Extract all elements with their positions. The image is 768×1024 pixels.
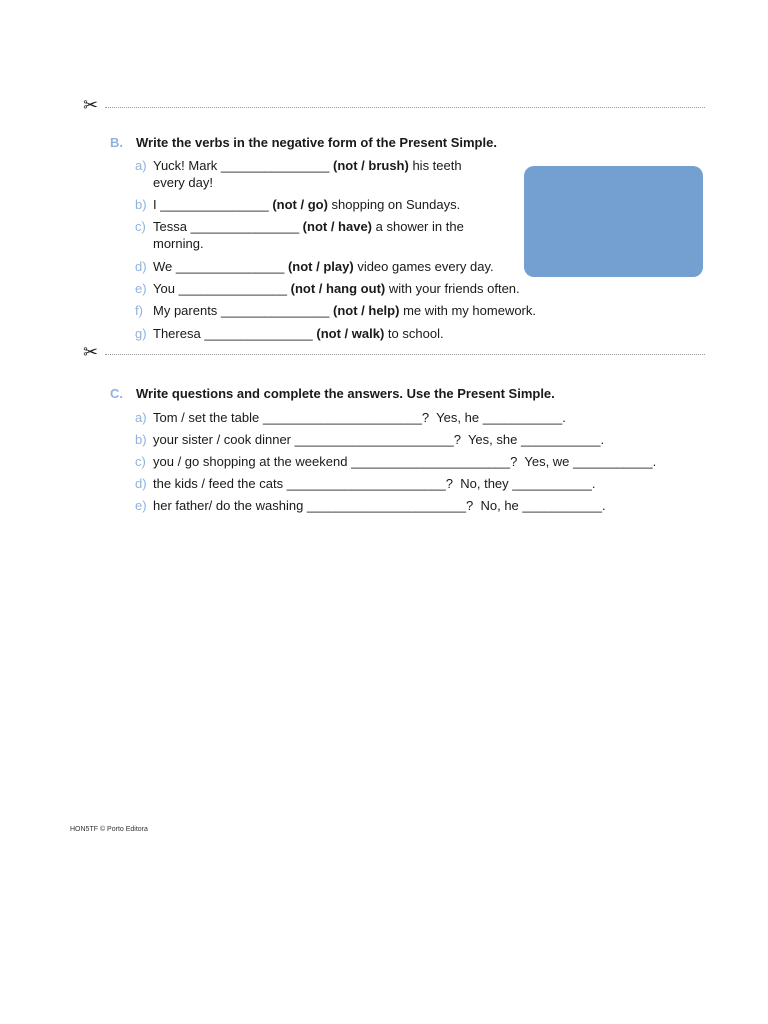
scissors-icon: ✂ bbox=[83, 342, 99, 363]
cut-line-top bbox=[83, 95, 705, 116]
item-marker: b) bbox=[135, 197, 147, 212]
answer-blank[interactable]: ___________ bbox=[520, 432, 601, 447]
blue-decorative-box bbox=[524, 166, 703, 277]
answer-start: Yes, she bbox=[467, 432, 518, 447]
answer-start: Yes, we bbox=[524, 454, 570, 469]
question-mark: ? bbox=[453, 432, 461, 447]
dotted-cut-line bbox=[105, 354, 705, 355]
exercise-c-item-d bbox=[135, 475, 595, 492]
verb-hint: (not / go) bbox=[272, 197, 328, 212]
item-text-after: with your friends often. bbox=[388, 281, 520, 296]
item-text-before: We bbox=[153, 259, 173, 274]
question-prompt: you / go shopping at the weekend bbox=[153, 454, 348, 469]
answer-blank[interactable]: _______________ bbox=[175, 259, 285, 274]
question-mark: ? bbox=[466, 498, 474, 513]
item-marker: e) bbox=[135, 281, 147, 296]
exercise-b-item-c bbox=[135, 218, 464, 252]
item-marker: d) bbox=[135, 476, 147, 491]
verb-hint: (not / have) bbox=[302, 219, 373, 234]
answer-blank[interactable]: _______________ bbox=[160, 197, 269, 212]
answer-blank[interactable]: ___________ bbox=[482, 410, 563, 425]
item-text-after: video games every day. bbox=[357, 259, 494, 274]
item-marker: f) bbox=[135, 303, 143, 318]
answer-end: . bbox=[562, 410, 566, 425]
exercise-b-item-e bbox=[135, 280, 520, 297]
question-prompt: the kids / feed the cats bbox=[153, 476, 284, 491]
exercise-c-item-b bbox=[135, 431, 604, 448]
section-b-instruction: Write the verbs in the negative form of the Present Simple. bbox=[136, 135, 497, 150]
verb-hint: (not / help) bbox=[333, 303, 400, 318]
answer-end: . bbox=[591, 476, 596, 491]
question-mark: ? bbox=[445, 476, 453, 491]
answer-blank[interactable]: ___________ bbox=[522, 498, 602, 513]
answer-start: Yes, he bbox=[436, 410, 480, 425]
item-text-before: Yuck! Mark bbox=[153, 158, 218, 173]
section-c-instruction: Write questions and complete the answers. Use the Present Simple. bbox=[136, 386, 555, 401]
exercise-b-item-b bbox=[135, 196, 460, 213]
question-mark: ? bbox=[510, 454, 518, 469]
section-c-letter: C. bbox=[110, 386, 123, 401]
item-marker: b) bbox=[135, 432, 147, 447]
question-blank[interactable]: ______________________ bbox=[351, 454, 511, 469]
item-marker: e) bbox=[135, 498, 147, 513]
question-blank[interactable]: ______________________ bbox=[294, 432, 454, 447]
answer-blank[interactable]: _______________ bbox=[190, 219, 300, 234]
item-text-continuation: every day! bbox=[153, 175, 213, 190]
item-text-before: I bbox=[153, 197, 157, 212]
exercise-b-item-a bbox=[135, 157, 462, 191]
exercise-b-item-g bbox=[135, 325, 444, 342]
section-c-heading bbox=[110, 386, 555, 401]
verb-hint: (not / walk) bbox=[316, 326, 385, 341]
section-b-heading bbox=[110, 135, 497, 150]
answer-blank[interactable]: ___________ bbox=[512, 476, 592, 491]
exercise-b-item-d bbox=[135, 258, 494, 275]
answer-blank[interactable]: ___________ bbox=[573, 454, 653, 469]
item-text-before: Theresa bbox=[153, 326, 201, 341]
question-prompt: your sister / cook dinner bbox=[153, 432, 292, 447]
dotted-cut-line bbox=[105, 107, 705, 108]
cut-line-middle bbox=[83, 342, 705, 363]
verb-hint: (not / play) bbox=[287, 259, 354, 274]
verb-hint: (not / hang out) bbox=[290, 281, 386, 296]
exercise-c-item-a bbox=[135, 409, 566, 426]
question-blank[interactable]: ______________________ bbox=[286, 476, 446, 491]
answer-blank[interactable]: _______________ bbox=[220, 158, 330, 173]
question-blank[interactable]: ______________________ bbox=[262, 410, 422, 425]
answer-blank[interactable]: _______________ bbox=[220, 303, 330, 318]
answer-end: . bbox=[652, 454, 657, 469]
exercise-c-item-e bbox=[135, 497, 606, 514]
item-text-before: Tessa bbox=[153, 219, 187, 234]
item-text-after: to school. bbox=[387, 326, 444, 341]
section-b-letter: B. bbox=[110, 135, 123, 150]
item-text-after: shopping on Sundays. bbox=[331, 197, 461, 212]
footer-copyright: HON5TF © Porto Editora bbox=[70, 826, 148, 833]
exercise-b-item-f bbox=[135, 302, 536, 319]
item-text-after: a shower in the bbox=[375, 219, 464, 234]
exercise-c-item-c bbox=[135, 453, 656, 470]
question-prompt: her father/ do the washing bbox=[153, 498, 304, 513]
scissors-icon: ✂ bbox=[83, 95, 99, 116]
question-mark: ? bbox=[421, 410, 430, 425]
item-text-before: You bbox=[153, 281, 175, 296]
answer-start: No, he bbox=[480, 498, 519, 513]
question-blank[interactable]: ______________________ bbox=[306, 498, 467, 513]
item-marker: a) bbox=[135, 410, 147, 425]
question-prompt: Tom / set the table bbox=[153, 410, 260, 425]
item-marker: c) bbox=[135, 219, 146, 234]
item-marker: d) bbox=[135, 259, 147, 274]
verb-hint: (not / brush) bbox=[333, 158, 409, 173]
answer-start: No, they bbox=[460, 476, 509, 491]
item-text-after: his teeth bbox=[412, 158, 462, 173]
answer-end: . bbox=[601, 498, 606, 513]
item-marker: c) bbox=[135, 454, 146, 469]
answer-blank[interactable]: _______________ bbox=[178, 281, 288, 296]
item-marker: a) bbox=[135, 158, 147, 173]
answer-blank[interactable]: _______________ bbox=[204, 326, 313, 341]
item-text-continuation: morning. bbox=[153, 236, 204, 251]
answer-end: . bbox=[600, 432, 605, 447]
item-marker: g) bbox=[135, 326, 147, 341]
item-text-before: My parents bbox=[153, 303, 218, 318]
item-text-after: me with my homework. bbox=[403, 303, 536, 318]
